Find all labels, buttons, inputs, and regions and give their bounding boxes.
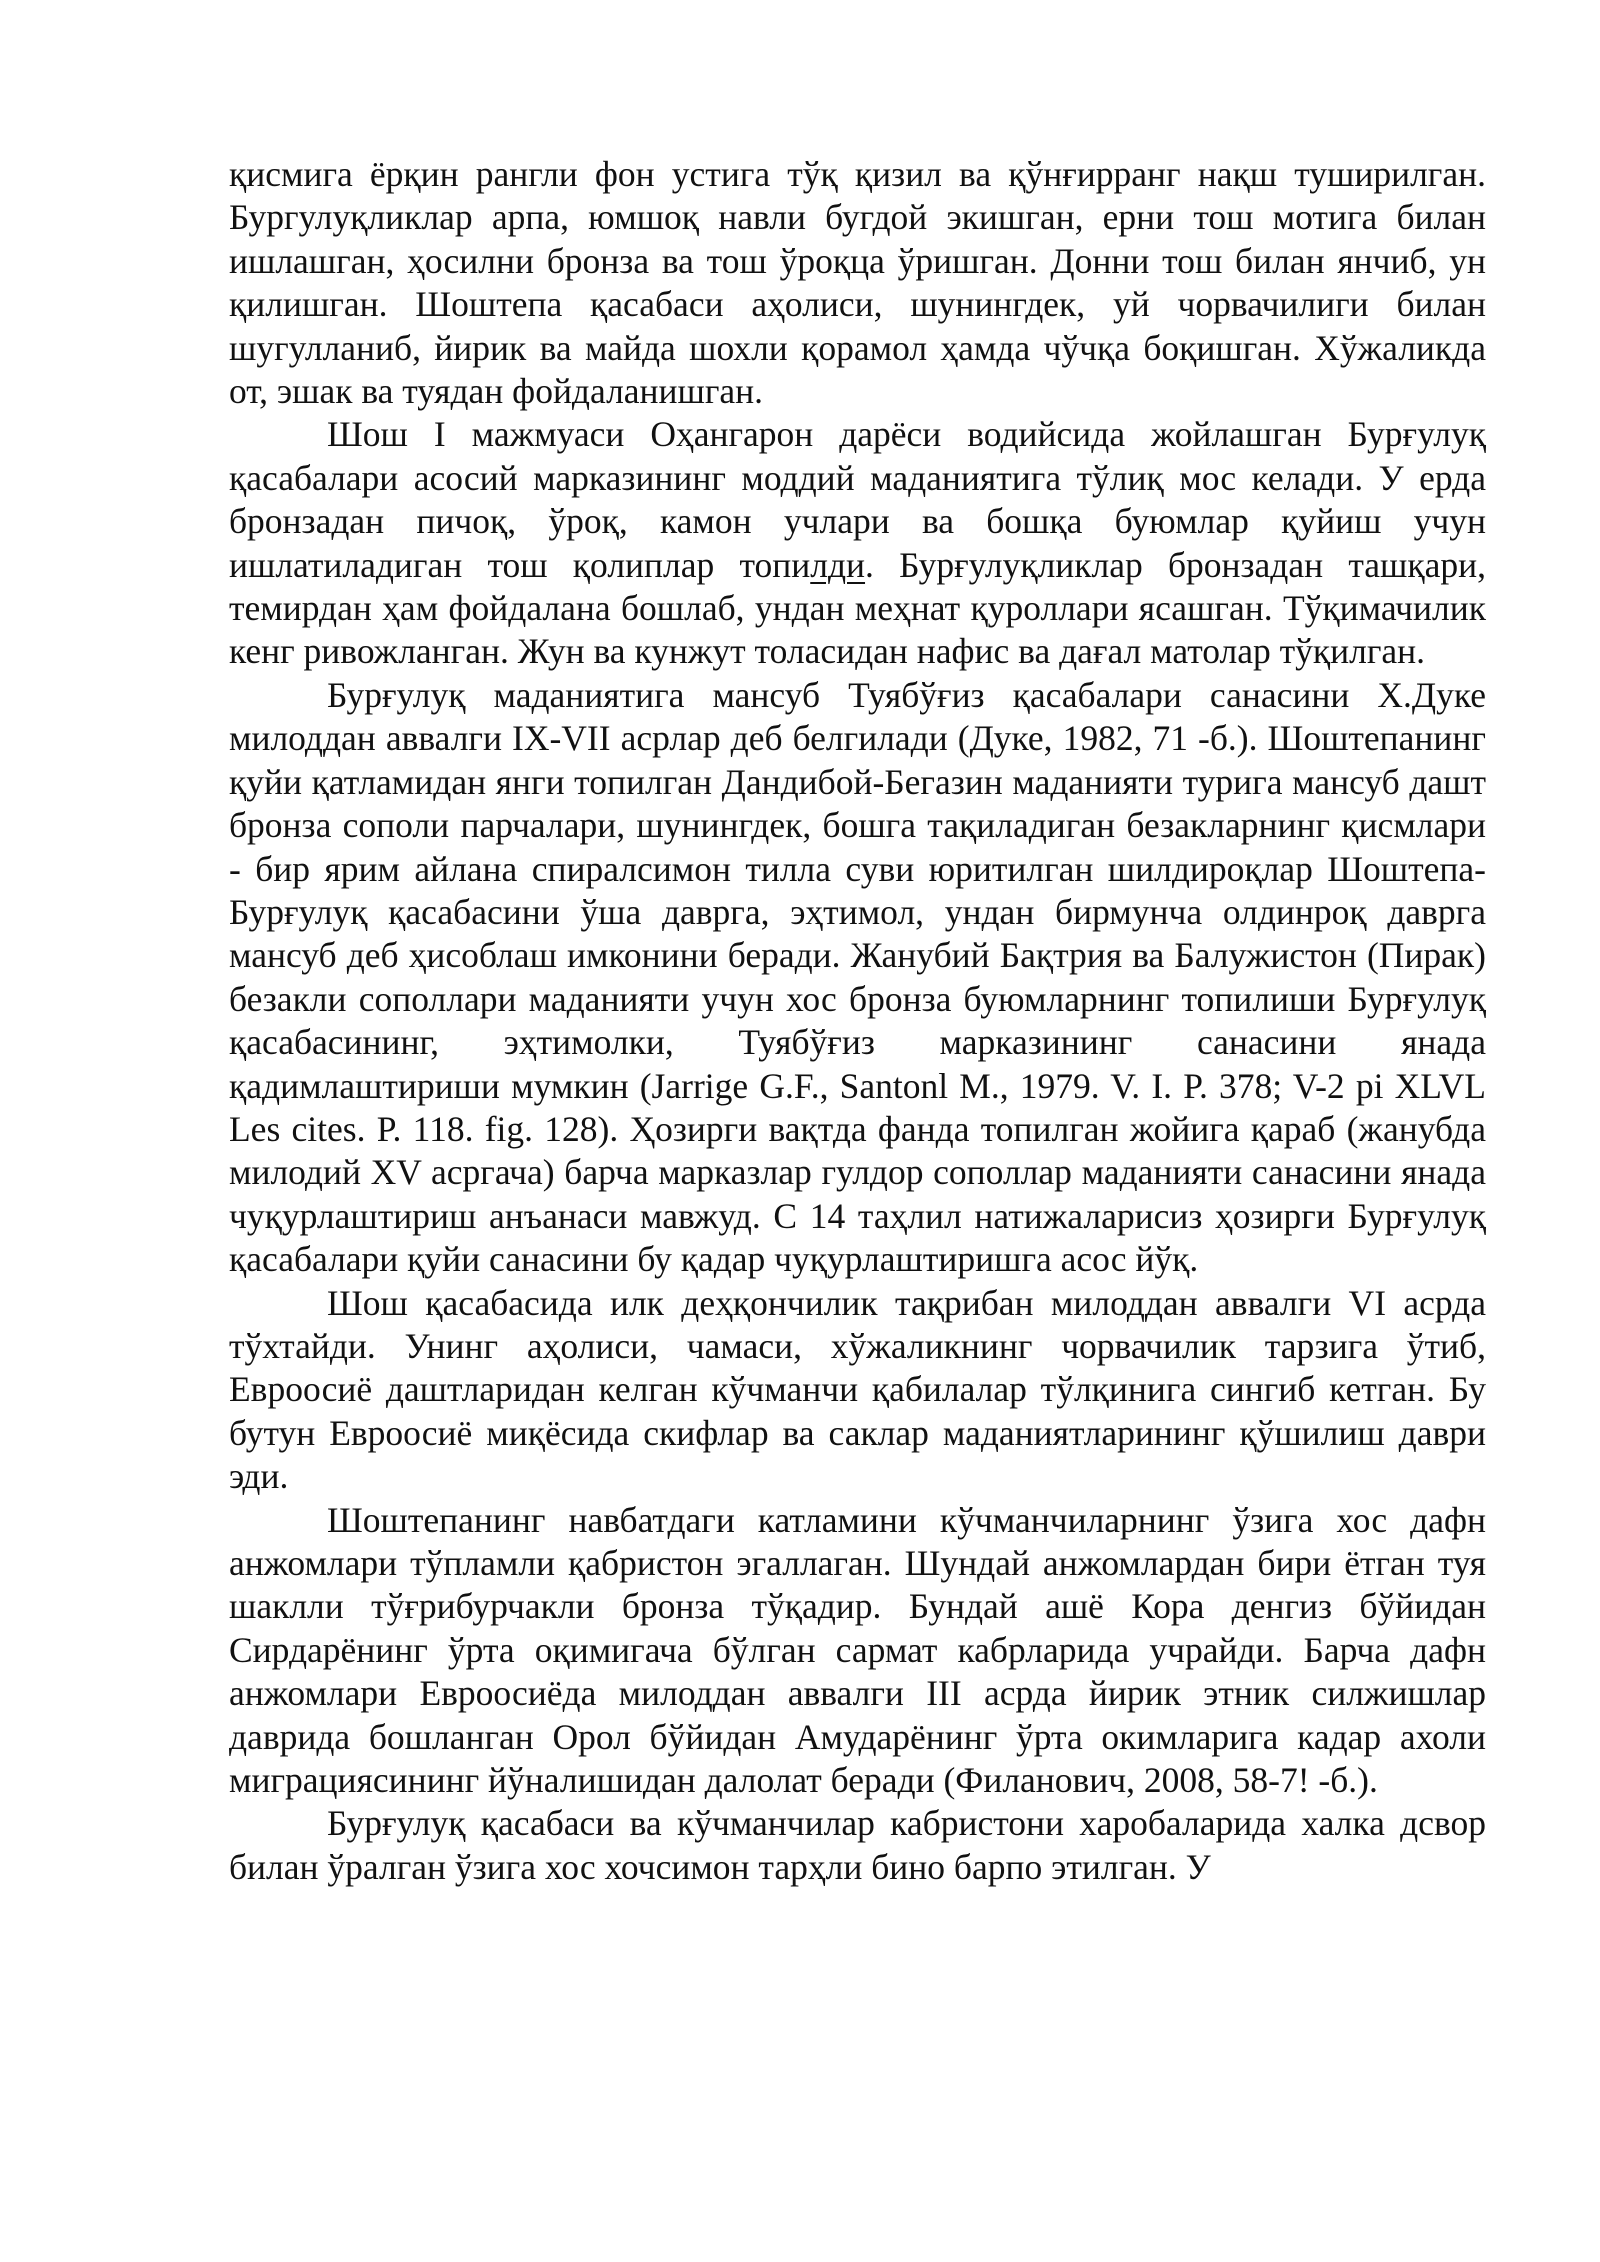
paragraph-1: қисмига ёрқин рангли фон устига тўқ қизил ва қўнғирранг нақш туширилган. Бургулуқликлар арпа, юмшоқ навли бугдой экишган, ерни тош мотига билан ишлашган, ҳосилни бронза ва тош ўроқца ўришган. Донни тош билан янчиб, ун қилишган. Шоштепа қасабаси аҳолиси, шунингдек, уй чорвачилиги билан шугулланиб, йирик ва майда шохли қорамол ҳамда чўчқа боқишган. Хўжаликда от, эшак ва туядан фойдаланишган. [229, 154, 1486, 412]
paragraph-2 [229, 413, 1486, 673]
paragraph-3: Бурғулуқ маданиятига мансуб Туябўғиз қасабалари санасини Х.Дуке милоддан аввалги IX-VII асрлар деб белгилади (Дуке, 1982, 71 -б.). Шоштепанинг қуйи қатламидан янги топилган Дандибой-Бегазин маданияти турига мансуб дашт бронза сополи парчалари, шунингдек, бошга тақиладиган безакларнинг қисмлари - бир ярим айлана спиралсимон тилла суви юритилган шилдироқлар Шоштепа-Бурғулуқ қасабасини ўша даврга, эҳтимол, ундан бирмунча олдинроқ даврга мансуб деб ҳисоблаш имконини беради. Жанубий Бақтрия ва Балужистон (Пирак) безакли сополлари маданияти учун хос бронза буюмларнинг топилиши Бурғулуқ қасабасининг, эҳтимолки, Туябўғиз марказининг санасини янада қадимлаштириши мумкин (Jarrige G.F., Santonl M., 1979. V. I. P. 378; V-2 pi XLVL Les cites. P. 118. fig. 128). Ҳозирги вақтда фанда топилган жойига қараб (жанубда милодий XV асргача) барча марказлар гулдор сополлар маданияти санасини янада чуқурлаштириш анъанаси мавжуд. С 14 таҳлил натижаларисиз ҳозирги Бурғулуқ қасабалари қуйи санасини бу қадар чуқурлаштиришга асос йўқ. [229, 674, 1486, 1280]
underlined-fragment: лди [810, 544, 866, 585]
paragraph-2-text-end: . Бурғулуқликлар бронзадан ташқари, темирдан ҳам фойдалана бошлаб, ундан меҳнат қуроллари ясашган. Тўқимачилик кенг ривожланган. Жун ва кунжут толасидан нафис ва дағал матолар тўқилган. [229, 544, 1486, 672]
document-page [229, 153, 1486, 1889]
paragraph-2-text-start: Шош I мажмуаси Оҳангарон дарёси водийсида жойлашган Бурғулуқ қасабалари асосий марказининг моддий маданиятига тўлиқ мос келади. У ерда бронзадан пичоқ, ўроқ, камон учлари ва бошқа буюмлар қуйиш учун ишлатиладиган тош қолиплар топи [229, 414, 1486, 585]
paragraph-5: Шоштепанинг навбатдаги катламини кўчманчиларнинг ўзига хос дафн анжомлари тўпламли қабристон эгаллаган. Шундай анжомлардан бири ётган туя шаклли тўғрибурчакли бронза тўқадир. Бундай ашё Кора денгиз бўйидан Сирдарёнинг ўрта оқимигача бўлган сармат кабрларида учрайди. Барча дафн анжомлари Евроосиёда милоддан аввалги III асрда йирик этник силжишлар даврида бошланган Орол бўйидан Амударёнинг ўрта окимларига кадар ахоли миграциясининг йўналишидан далолат беради (Филанович, 2008, 58-7! -б.). [229, 1499, 1486, 1801]
paragraph-4: Шош қасабасида илк деҳқончилик тақрибан милоддан аввалги VI асрда тўхтайди. Унинг аҳолиси, чамаси, хўжаликнинг чорвачилик тарзига ўтиб, Евроосиё даштларидан келган кўчманчи қабилалар тўлқинига сингиб кетган. Бу бутун Евроосиё миқёсида скифлар ва саклар маданиятларининг қўшилиш даври эди. [229, 1282, 1486, 1497]
paragraph-6: Бурғулуқ қасабаси ва кўчманчилар кабристони харобаларида халка дсвор билан ўралган ўзига хос хочсимон тарҳли бино барпо этилган. У [229, 1803, 1486, 1887]
